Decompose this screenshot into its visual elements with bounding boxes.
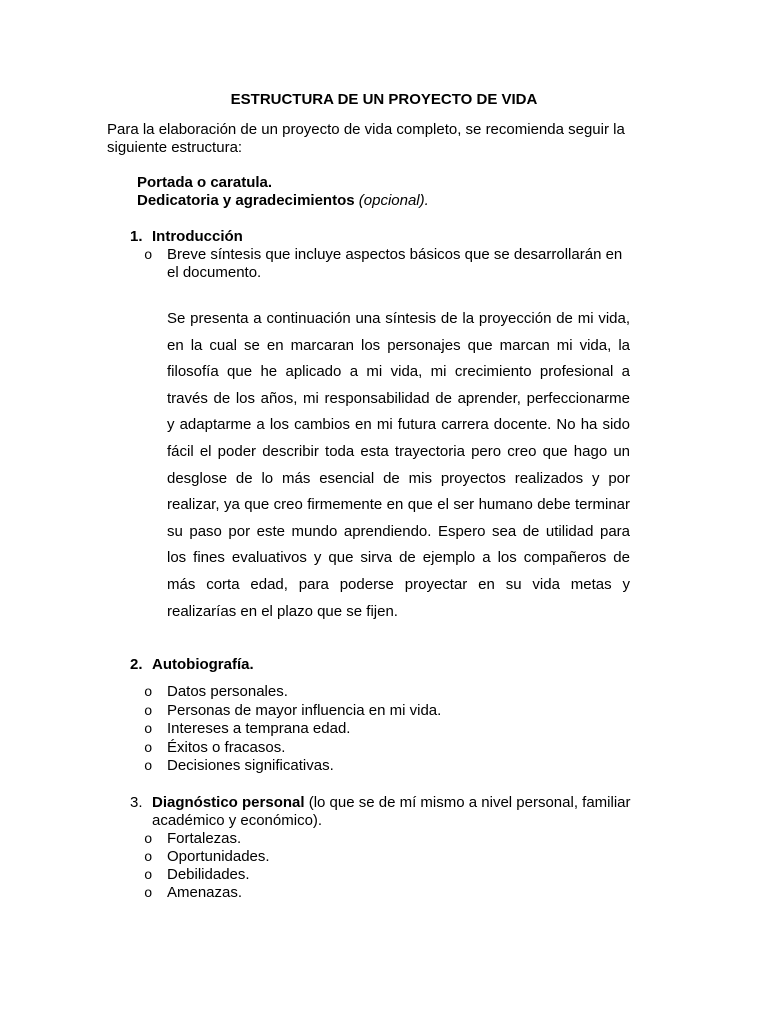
list-item-text: Debilidades. [167, 866, 250, 883]
body-paragraph [167, 306, 630, 625]
paragraph-line: y adaptarme a los cambios en mi futura carrera docente. No ha sido [167, 416, 630, 434]
bullet-list [144, 683, 630, 776]
list-item-text: Éxitos o fracasos. [167, 738, 286, 756]
paragraph-line: su paso por este mundo aprendiendo. Espero sea de utilidad para [167, 522, 630, 540]
list-item [144, 757, 630, 776]
bullet-marker: o [144, 248, 153, 264]
bullet-list [144, 830, 630, 902]
list-item [144, 683, 630, 702]
list-item [144, 246, 630, 282]
list-item [144, 884, 630, 902]
section-heading: Introducción [152, 228, 243, 245]
bullet-marker: o [144, 832, 153, 848]
list-item-text: Decisiones significativas. [167, 757, 334, 774]
section-heading-block [152, 794, 652, 830]
bullet-marker: o [144, 886, 153, 902]
optional-note: (opcional). [358, 192, 429, 209]
list-item-text: Amenazas. [167, 884, 243, 901]
list-item-text: Personas de mayor influencia en mi vida. [167, 701, 442, 719]
section-heading-note: (lo que se de mí mismo a nivel personal, familiar académico y económico). [152, 794, 631, 829]
paragraph-line: realizarías en el plazo que se fijen. [167, 602, 398, 620]
list-item-text: Fortalezas. [167, 830, 242, 847]
intro-paragraph: Para la elaboración de un proyecto de vida completo, se recomienda seguir la siguiente estructura: [107, 121, 625, 156]
front-matter [137, 174, 637, 210]
section-heading: Diagnóstico personal [152, 794, 305, 811]
paragraph-line: fácil el poder describir toda esta trayectoria pero creo que hago un [167, 442, 630, 460]
paragraph-line: los fines evaluativos y que sirva de ejemplo a los compañeros de [167, 549, 630, 567]
bullet-list [144, 246, 630, 282]
list-item [144, 848, 630, 866]
paragraph-line: realizar, ya que creo firmemente en que el ser humano debe terminar [167, 496, 630, 514]
list-item [144, 866, 630, 884]
paragraph-line: Se presenta a continuación una síntesis de la proyección de mi vida, [167, 310, 630, 327]
bullet-marker: o [144, 722, 153, 738]
cover-item: Portada o caratula. [137, 174, 273, 191]
list-item [144, 739, 630, 758]
dedication-label: Dedicatoria y agradecimientos [137, 192, 355, 209]
section-number: 3. [130, 794, 143, 811]
section-number: 1. [130, 228, 143, 245]
bullet-marker: o [144, 685, 153, 701]
list-item [144, 830, 630, 848]
bullet-marker: o [144, 759, 153, 775]
bullet-marker: o [144, 703, 153, 720]
paragraph-line: desglose de lo más esencial de mis proyectos realizados y por [167, 469, 630, 487]
paragraph-line: en la cual se en marcaran los personajes que marcan mi vida, la [167, 336, 630, 354]
dedication-item [137, 192, 637, 210]
list-item-text: Intereses a temprana edad. [167, 720, 351, 737]
bullet-marker: o [144, 740, 153, 757]
section-number: 2. [130, 656, 143, 673]
paragraph-line: través de los años, mi responsabilidad de aprender, perfeccionarme [167, 389, 630, 407]
section-heading: Autobiografía. [152, 656, 254, 673]
list-item [144, 702, 630, 721]
document-title: ESTRUCTURA DE UN PROYECTO DE VIDA [230, 91, 538, 108]
list-item-text: Datos personales. [167, 683, 288, 700]
bullet-marker: o [144, 850, 153, 866]
list-item-text: Oportunidades. [167, 848, 270, 865]
paragraph-line: más corta edad, para poderse proyectar en su vida metas y [167, 575, 630, 593]
bullet-marker: o [144, 868, 153, 884]
paragraph-line: filosofía que he aplicado a mi vida, mi crecimiento profesional a [167, 363, 630, 381]
list-item-text: Breve síntesis que incluye aspectos básicos que se desarrollarán en el documento. [167, 246, 623, 281]
list-item [144, 720, 630, 739]
